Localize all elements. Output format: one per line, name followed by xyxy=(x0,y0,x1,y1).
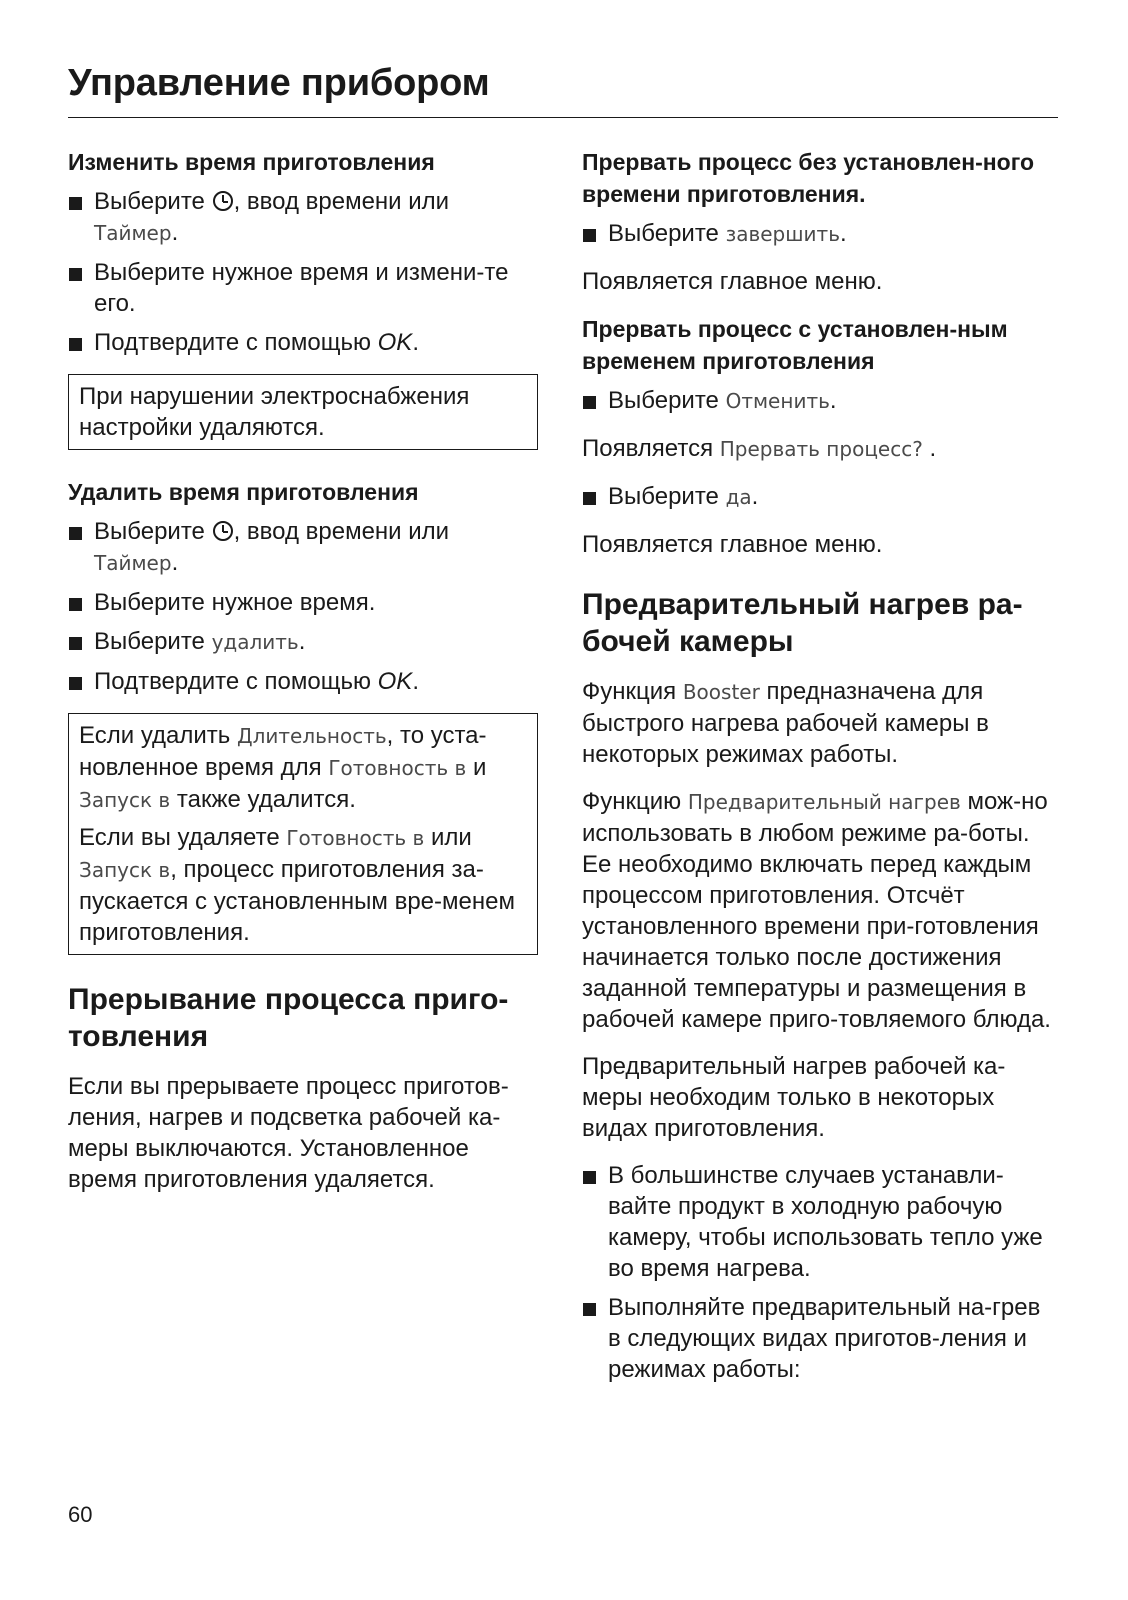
preheat-section-heading: Предварительный нагрев ра-бочей камеры xyxy=(582,588,1023,658)
display-text: Таймер xyxy=(94,551,172,575)
note-text: Если вы удаляете Готовность в или Запуск в, процесс приготовления за-пускается с установленным вре-менем приготовления. xyxy=(79,824,515,946)
list-item: Выполняйте предварительный на-грев в следующих видах приготов-ления и режимах работы: xyxy=(582,1292,1052,1385)
title-rule xyxy=(68,117,1058,118)
display-text: Прервать процесс? xyxy=(719,437,923,461)
list-item: Выберите удалить. xyxy=(68,626,538,658)
display-text: завершить xyxy=(725,222,840,246)
list-item: Подтвердите с помощью OK. xyxy=(68,666,538,697)
note-text: Если удалить Длительность, то уста-новленное время для Готовность в и Запуск в также удалится. xyxy=(79,722,487,813)
list-item: Выберите завершить. xyxy=(582,218,1052,250)
paragraph: Появляется Прервать процесс? . xyxy=(582,435,937,462)
confirm-steps xyxy=(582,481,1052,513)
note-box xyxy=(68,713,538,955)
clock-icon xyxy=(213,191,233,211)
abort-no-time-steps xyxy=(582,218,1052,250)
list-item: Выберите нужное время и измени-те его. xyxy=(68,257,538,319)
abort-with-time-steps xyxy=(582,385,1052,417)
abort-with-time-heading: Прервать процесс с установлен-ным временем приготовления xyxy=(582,316,1008,374)
paragraph: Если вы прерываете процесс приготов-ления, нагрев и подсветка рабочей ка-меры выключаются. Установленное время приготовления удаляется. xyxy=(68,1073,509,1193)
note-box xyxy=(68,374,538,450)
preheat-steps xyxy=(582,1160,1052,1385)
delete-time-heading: Удалить время приготовления xyxy=(68,479,419,505)
change-time-heading: Изменить время приготовления xyxy=(68,149,435,175)
abort-no-time-heading: Прервать процесс без установлен-ного времени приготовления. xyxy=(582,149,1035,207)
right-column xyxy=(582,146,1052,1401)
list-item: Выберите да. xyxy=(582,481,1052,513)
display-text: Booster xyxy=(682,680,760,704)
display-text: Предварительный нагрев xyxy=(687,790,961,814)
list-item: Выберите нужное время. xyxy=(68,587,538,618)
ok-key: OK xyxy=(377,668,413,695)
display-text: да xyxy=(725,485,752,509)
left-column xyxy=(68,146,538,1211)
paragraph: Функцию Предварительный нагрев мож-но использовать в любом режиме ра-боты. Ее необходимо включать перед каждым процессом приготовления. Отсчёт установленного времени при-готовления начинается только после достижения заданной температуры и размещения в рабочей камере приго-товляемого блюда. xyxy=(582,788,1051,1033)
list-item: Подтвердите с помощью OK. xyxy=(68,327,538,358)
ok-key: OK xyxy=(377,329,413,356)
paragraph: Функция Booster предназначена для быстрого нагрева рабочей камеры в некоторых режимах работы. xyxy=(582,678,989,768)
delete-time-steps xyxy=(68,516,538,697)
paragraph: Появляется главное меню. xyxy=(582,268,883,295)
note-text: При нарушении электроснабжения настройки удаляются. xyxy=(79,383,470,441)
list-item: Выберите , ввод времени или Таймер. xyxy=(68,186,538,249)
page-number: 60 xyxy=(68,1502,93,1527)
display-text: Отменить xyxy=(725,389,830,413)
interrupt-section-heading: Прерывание процесса приго-товления xyxy=(68,983,509,1053)
display-text: удалить xyxy=(211,630,299,654)
page-title: Управление прибором xyxy=(68,62,490,104)
list-item: В большинстве случаев устанавли-вайте продукт в холодную рабочую камеру, чтобы использовать тепло уже во время нагрева. xyxy=(582,1160,1052,1284)
paragraph: Появляется главное меню. xyxy=(582,531,883,558)
display-text: Таймер xyxy=(94,221,172,245)
clock-icon xyxy=(213,521,233,541)
change-time-steps xyxy=(68,186,538,358)
list-item: Выберите , ввод времени или Таймер. xyxy=(68,516,538,579)
paragraph: Предварительный нагрев рабочей ка-меры необходим только в некоторых видах приготовления. xyxy=(582,1053,1006,1142)
list-item: Выберите Отменить. xyxy=(582,385,1052,417)
